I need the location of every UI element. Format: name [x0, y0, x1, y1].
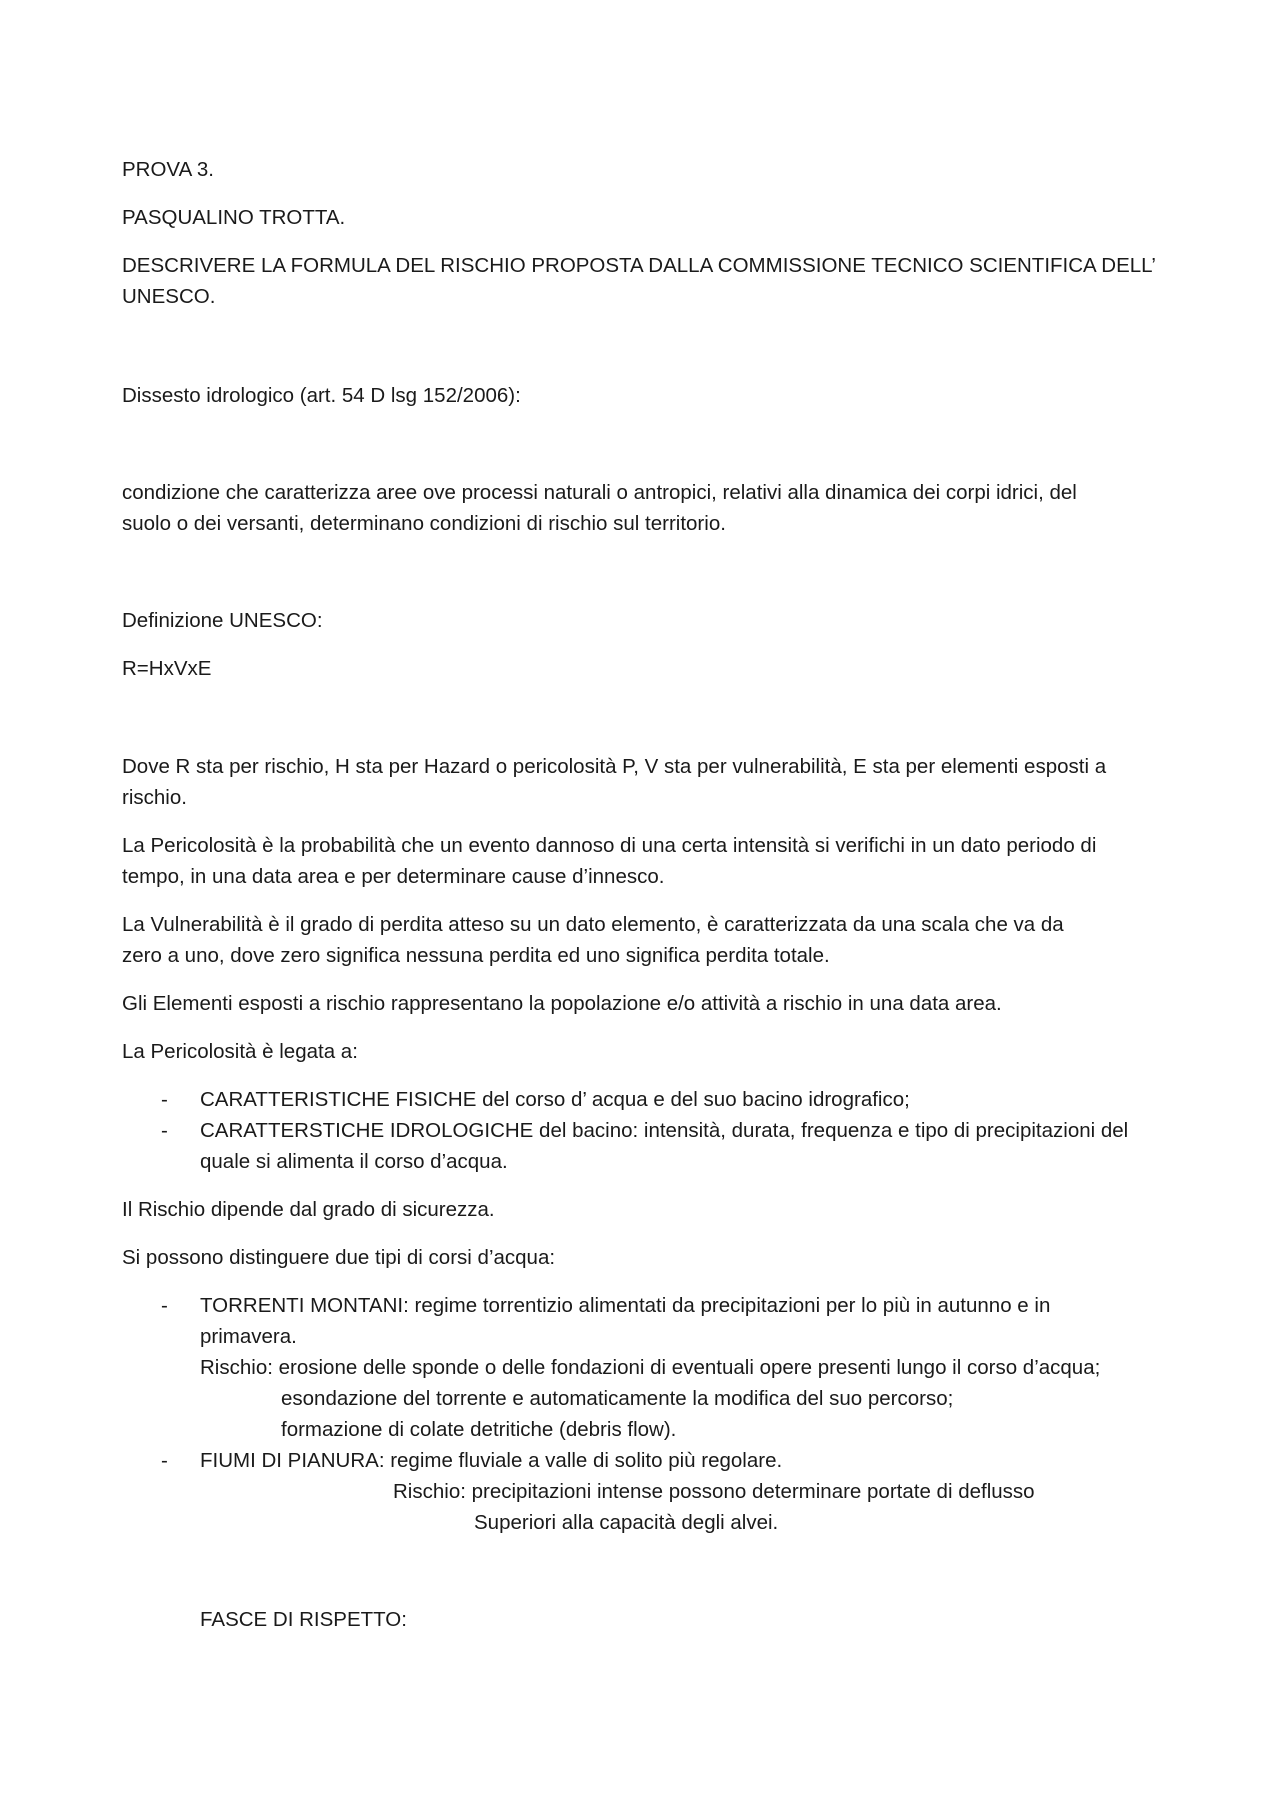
torrenti-rischio-2: esondazione del torrente e automaticamente la modifica del suo percorso; [281, 1387, 954, 1410]
list-bullet: - [161, 1088, 168, 1111]
list-bullet: - [161, 1119, 168, 1142]
dissesto-title: Dissesto idrologico (art. 54 D lsg 152/2006): [122, 384, 521, 407]
vulnerabilita-line-1: La Vulnerabilità è il grado di perdita atteso su un dato elemento, è caratterizzata da una scala che va da [122, 913, 1064, 936]
risk-formula: R=HxVxE [122, 657, 212, 680]
pericolosita-line-1: La Pericolosità è la probabilità che un evento dannoso di una certa intensità si verifichi in un dato periodo di [122, 834, 1097, 857]
list-bullet: - [161, 1449, 168, 1472]
vulnerabilita-line-2: zero a uno, dove zero significa nessuna perdita ed uno significa perdita totale. [122, 944, 830, 967]
formula-explanation-line-2: rischio. [122, 786, 187, 809]
fasce-di-rispetto-heading: FASCE DI RISPETTO: [200, 1608, 407, 1631]
author-name: PASQUALINO TROTTA. [122, 206, 346, 229]
prova-heading: PROVA 3. [122, 158, 214, 181]
corsi-acqua-intro: Si possono distinguere due tipi di corsi d’acqua: [122, 1246, 556, 1269]
pericolosita-legata: La Pericolosità è legata a: [122, 1040, 358, 1063]
legata-item-2-line-2: quale si alimenta il corso d’acqua. [200, 1150, 508, 1173]
dissesto-definition-line-2: suolo o dei versanti, determinano condizioni di rischio sul territorio. [122, 512, 726, 535]
dissesto-definition-line-1: condizione che caratterizza aree ove processi naturali o antropici, relativi alla dinamica dei corpi idrici, del [122, 481, 1077, 504]
fiumi-rischio-1: Rischio: precipitazioni intense possono determinare portate di deflusso [393, 1480, 1035, 1503]
pericolosita-line-2: tempo, in una data area e per determinare cause d’innesco. [122, 865, 665, 888]
torrenti-rischio-1: Rischio: erosione delle sponde o delle fondazioni di eventuali opere presenti lungo il corso d’acqua; [200, 1356, 1101, 1379]
torrenti-line-2: primavera. [200, 1325, 297, 1348]
legata-item-1: CARATTERISTICHE FISICHE del corso d’ acqua e del suo bacino idrografico; [200, 1088, 910, 1111]
fiumi-line-1: FIUMI DI PIANURA: regime fluviale a valle di solito più regolare. [200, 1449, 783, 1472]
question-line-1: DESCRIVERE LA FORMULA DEL RISCHIO PROPOSTA DALLA COMMISSIONE TECNICO SCIENTIFICA DELL’ [122, 254, 1156, 277]
torrenti-line-1: TORRENTI MONTANI: regime torrentizio alimentati da precipitazioni per lo più in autunno e in [200, 1294, 1051, 1317]
question-line-2: UNESCO. [122, 285, 216, 308]
list-bullet: - [161, 1294, 168, 1317]
unesco-title: Definizione UNESCO: [122, 609, 323, 632]
elementi-paragraph: Gli Elementi esposti a rischio rappresentano la popolazione e/o attività a rischio in una data area. [122, 992, 1002, 1015]
formula-explanation-line-1: Dove R sta per rischio, H sta per Hazard o pericolosità P, V sta per vulnerabilità, E sta per elementi esposti a [122, 755, 1107, 778]
torrenti-rischio-3: formazione di colate detritiche (debris flow). [281, 1418, 677, 1441]
legata-item-2-line-1: CARATTERSTICHE IDROLOGICHE del bacino: intensità, durata, frequenza e tipo di precipitazioni del [200, 1119, 1129, 1142]
fiumi-rischio-2: Superiori alla capacità degli alvei. [474, 1511, 779, 1534]
rischio-dipende: Il Rischio dipende dal grado di sicurezza. [122, 1198, 495, 1221]
